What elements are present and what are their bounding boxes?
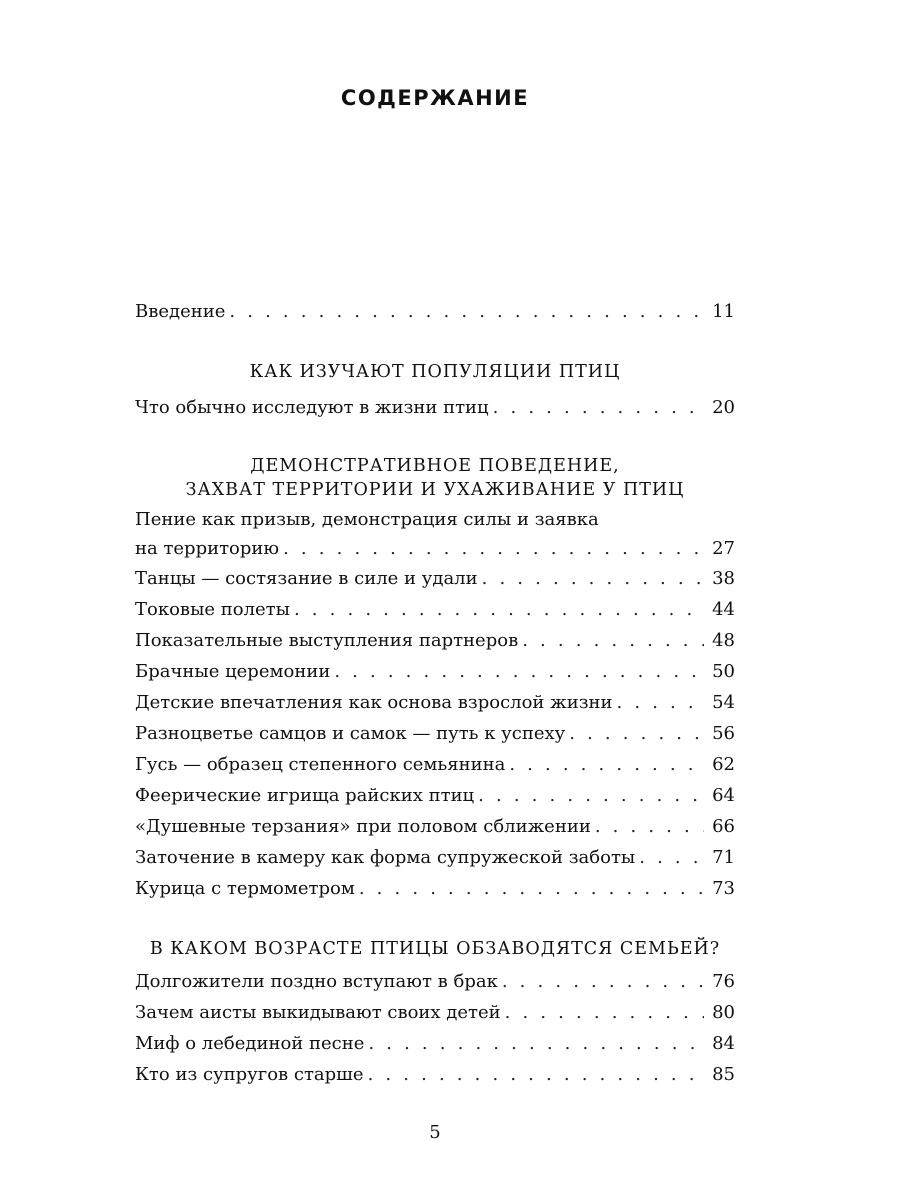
dot-leader: [569, 723, 704, 744]
section-heading-line: КАК ИЗУЧАЮТ ПОПУЛЯЦИИ ПТИЦ: [249, 362, 621, 382]
toc-entry-intro[interactable]: [135, 296, 735, 322]
toc-entry-page: 84: [712, 1033, 735, 1054]
toc-entry-label: Долгожители поздно вступают в брак: [135, 971, 502, 992]
toc-entry-page: 20: [712, 397, 735, 418]
toc-entry-page: 80: [712, 1002, 735, 1023]
toc-entry-label: Танцы — состязание в силе и удали: [135, 568, 482, 589]
toc-entry[interactable]: [135, 718, 735, 744]
toc-entry[interactable]: [135, 842, 735, 868]
toc-entry-label: Гусь — образец степенного семьянина: [135, 754, 509, 775]
toc-entry[interactable]: [135, 749, 735, 775]
toc-entry-label: «Душевные терзания» при половом сближении: [135, 816, 595, 837]
toc-entry-label: Кто из супругов старше: [135, 1064, 368, 1085]
toc-entry-page: 71: [712, 847, 735, 868]
toc-entry-page: 64: [712, 785, 735, 806]
toc-entry-line2: [135, 533, 735, 559]
toc-entry-label-line1: Пение как призыв, демонстрация силы и заявка: [135, 509, 599, 530]
toc-entry-label: Введение: [135, 301, 229, 322]
dot-leader: [493, 397, 704, 418]
toc-entry-page: 54: [712, 692, 735, 713]
section-heading-line: ЗАХВАТ ТЕРРИТОРИИ И УХАЖИВАНИЕ У ПТИЦ: [185, 480, 685, 500]
toc-entry[interactable]: [135, 811, 735, 837]
section-heading: [135, 360, 735, 384]
toc-entry[interactable]: [135, 966, 735, 992]
dot-leader: [294, 599, 704, 620]
page-number: 5: [429, 1122, 441, 1143]
dot-leader: [283, 538, 704, 559]
dot-leader: [502, 971, 704, 992]
section-heading-line: ДЕМОНСТРАТИВНОЕ ПОВЕДЕНИЕ,: [250, 456, 620, 476]
toc-entry-page: 66: [712, 816, 735, 837]
toc-entry-label: Что обычно исследуют в жизни птиц: [135, 397, 493, 418]
section-heading: [135, 937, 735, 961]
toc-entry-label: Разноцветье самцов и самок — путь к успеху: [135, 723, 569, 744]
toc-entry[interactable]: [135, 625, 735, 651]
dot-leader: [229, 301, 704, 322]
dot-leader: [482, 568, 704, 589]
toc-entry-page: 62: [712, 754, 735, 775]
toc-entry[interactable]: [135, 392, 735, 418]
dot-leader: [368, 1033, 704, 1054]
dot-leader: [505, 1002, 704, 1023]
toc-entry-label: на территорию: [135, 538, 283, 559]
toc-entry[interactable]: [135, 780, 735, 806]
dot-leader: [509, 754, 704, 775]
toc-entry-page: 27: [712, 538, 735, 559]
toc-entry[interactable]: [135, 687, 735, 713]
toc-entry-label: Токовые полеты: [135, 599, 294, 620]
toc-entry[interactable]: [135, 997, 735, 1023]
toc-entry[interactable]: [135, 1028, 735, 1054]
dot-leader: [334, 661, 704, 682]
toc-entry[interactable]: [135, 594, 735, 620]
dot-leader: [639, 847, 704, 868]
dot-leader: [617, 692, 705, 713]
dot-leader: [478, 785, 704, 806]
toc-entry-page: 11: [712, 301, 735, 322]
toc-entry-label: Брачные церемонии: [135, 661, 334, 682]
page-title: СОДЕРЖАНИЕ: [340, 86, 530, 110]
toc-entry[interactable]: [135, 656, 735, 682]
toc-entry-page: 76: [712, 971, 735, 992]
toc-entry-label: Феерические игрища райских птиц: [135, 785, 478, 806]
toc-entry-label: Показательные выступления партнеров: [135, 630, 522, 651]
section-heading-line: В КАКОМ ВОЗРАСТЕ ПТИЦЫ ОБЗАВОДЯТСЯ СЕМЬЕЙ?: [149, 939, 721, 959]
toc-entry-page: 73: [712, 878, 735, 899]
dot-leader: [595, 816, 704, 837]
toc-entry-page: 85: [712, 1064, 735, 1085]
toc-entry-page: 38: [712, 568, 735, 589]
toc-entry-page: 50: [712, 661, 735, 682]
dot-leader: [522, 630, 704, 651]
toc-entry[interactable]: [135, 873, 735, 899]
toc-entry-page: 44: [712, 599, 735, 620]
dot-leader: [368, 1064, 705, 1085]
toc-entry-label: Курица с термометром: [135, 878, 359, 899]
toc-entry-label: Миф о лебединой песне: [135, 1033, 368, 1054]
toc-entry-page: 56: [712, 723, 735, 744]
toc-entry-page: 48: [712, 630, 735, 651]
toc-entry-label: Детские впечатления как основа взрослой жизни: [135, 692, 617, 713]
toc-entry-label: Зачем аисты выкидывают своих детей: [135, 1002, 505, 1023]
toc-entry[interactable]: [135, 1059, 735, 1085]
toc-entry[interactable]: [135, 563, 735, 589]
section-heading: [135, 454, 735, 502]
toc-entry[interactable]: [135, 509, 735, 559]
toc-entry-label: Заточение в камеру как форма супружеской заботы: [135, 847, 639, 868]
dot-leader: [359, 878, 704, 899]
